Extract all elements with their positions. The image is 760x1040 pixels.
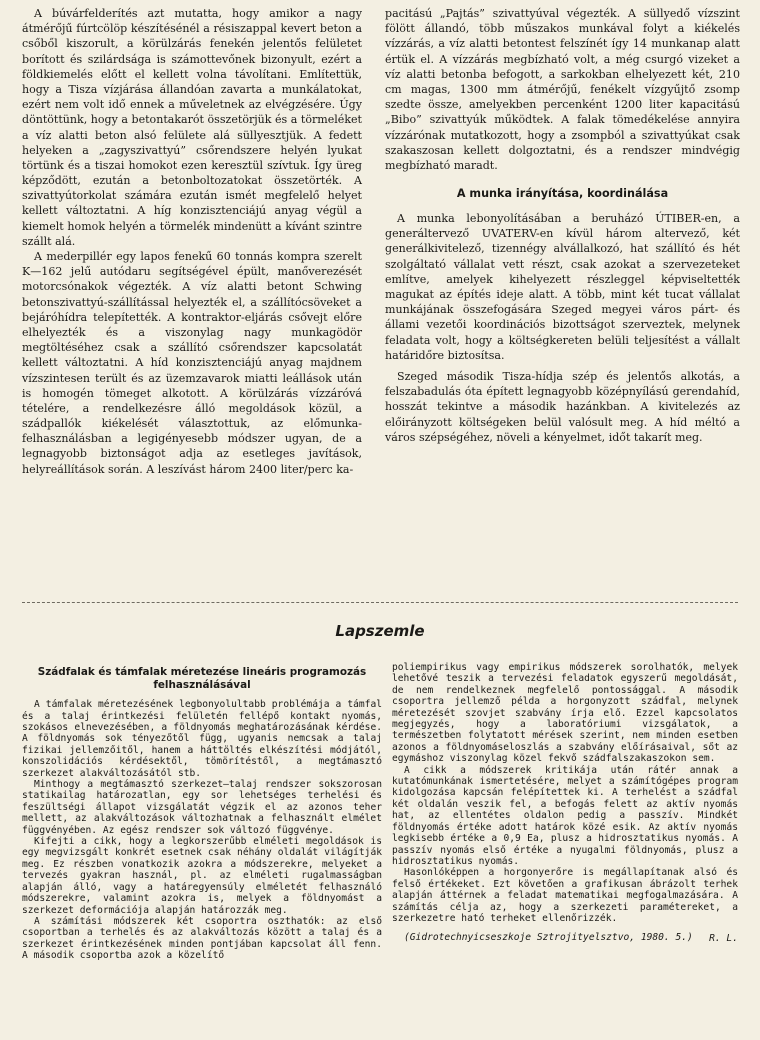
article-subheading: A munka irányítása, koordinálása (456, 187, 669, 201)
review-paragraph: Hasonlóképpen a horgonyerőre is megállapítanak alsó és felső értékeket. Ezt követően a grafikusan ábrázolt terhek alapján áttérnek a feladat matematikai megfogalmazására. A számítás célja az, hogy a szerkezeti paramétereket, a szerkezetre ható terheket ellenőrizzék. (392, 867, 738, 924)
review-paragraph: A számítási módszerek két csoportra oszthatók: az első csoportban a terhelés és az alakváltozás között a talaj és a szerkezet érintkezésének minden pontjában kapcsolat áll fenn. A második csoportba azok a közelítő (22, 915, 382, 962)
review-source: (Gidrotechnyicseszkoje Sztrojityelsztvo, 1980. 5.) (404, 932, 693, 944)
section-divider (22, 602, 738, 603)
article-paragraph: pacitású „Pajtás” szivattyúval végezték. A süllyedő vízszint fölött állandó, több műszakos munkával folyt a kiékelés vízzárás, a víz alatti betontest felszínét így 14 munkanap alatt értük el. A vízzárás megbízható volt, a még csurgó vizeket a víz alatti betonba befogott, a sarkokban elhelyezett két, 210 cm magas, 1300 mm átmérőjű, fenékelt vízgyűjtő zsomp szedte össze, amelyekben percenként 1200 liter kapacitású „Bibo” szivattyúk működtek. A falak tömedékelése annyira vízzárónak mutatkozott, hogy a zsompból a szivattyúkat csak szakaszosan kellett dolgoztatni, és a rendszer mindvégig megbízható maradt. (385, 7, 740, 172)
review-initials: R. L. (709, 932, 738, 944)
review-title: Szádfalak és támfalak méretezése lineáris programozás felhasználásával (37, 666, 367, 691)
article-paragraph: A munka lebonyolításában a beruházó ÚTIBER-en, a generáltervező UVATERV-en kívül három altervező, két generálkivitelező, tizennégy alvállalkozó, hat szállító és hét szolgáltató vállalat vett részt, csak azokat a szervezeteket említve, amelyek kihelyezett részleggel képviseltették magukat az építés ideje alatt. A több, mint két tucat vállalat munkájának összefogására Szeged megyei város párt- és állami vezetői koordinációs bizottságot szerveztek, melynek feladata volt, hogy a költségkereten belüli teljesítést a vállalt határidőre biztosítsa. (385, 212, 740, 362)
article-paragraph: A mederpillér egy lapos fenekű 60 tonnás kompra szerelt K—162 jelű autódaru segítségével épült, manőverezését motorcsónakok végezték. A víz alatti betont Schwing betonszivattyú-szállítással helyezték el, a szállítócsöveket a bejáróhídra telepítették. A kontraktor-eljárás csővejt előre elhelyezték és a viszonylag nagy munkagödör megtöltéséhez csak a szállító csőrendszer kapcsolatát kellett változtatni. A híd konzisztenciájú anyag majdnem vízszintesen terült és az üzemzavarok miatti leállások után is homogén tömeget alkotott. A körülzárás vízzáróvá tételére, a rendelkezésre álló megoldások közül, a szádpallók kiékelését választottuk, az előmunka-felhasználásban a legigényesebb módszer ugyan, de a legnagyobb biztonságot adja az esetleges javítások, helyreállítások során. A leszívást három 2400 liter/perc ka- (22, 250, 362, 476)
review-paragraph: Minthogy a megtámasztó szerkezet—talaj rendszer sokszorosan statikailag határozatlan, egy sor lehetséges terhelési és feszültségi állapot vizsgálatát végzik el az azonos teher mellett, az alakváltozások változhatnak a felhasznált elmélet függvényében. Az egész rendszer sok változó függvénye. (22, 779, 382, 836)
review-paragraph: Kifejti a cikk, hogy a legkorszerűbb elméleti megoldások is egy megvizsgált konkrét esetnek csak néhány oldalát világítják meg. Ez részben vonatkozik azokra a módszerekre, melyeket a tervezés gyakran használ, pl. az elméleti rugalmasságban alapján álló, vagy a határegyensúly elméletét felhasználó módszerekre, valamint azokra is, melyek a földnyomást a szerkezet deformációja alapján határozzák meg. (22, 836, 382, 916)
review-right-column (392, 662, 738, 944)
article-paragraph: Szeged második Tisza-hídja szép és jelentős alkotás, a felszabadulás óta épített legnagyobb középnyílású gerendahíd, hosszát tekintve a második hazánkban. A kivitelezés az előirányzott költségeken belül valósult meg. A híd méltó a város szépségéhez, növeli a kényelmet, időt takarít meg. (385, 369, 740, 444)
review-paragraph: A támfalak méretezésének legbonyolultabb problémája a támfal és a talaj érintkezési felületén fellépő kontakt nyomás, szokásos elnevezésében, a földnyomás meghatározásának kérdése. A földnyomás sok tényezőtől függ, ugyanis nemcsak a talaj fizikai jellemzőitől, hanem a háttöltés elkészítési módjától, konszolidációs kérdésektől, tömörítéstől, a megtámasztó szerkezet alakváltozásától stb. (22, 699, 382, 779)
review-left-column (22, 662, 382, 962)
review-paragraph: poliempirikus vagy empirikus módszerek sorolhatók, melyek lehetővé teszik a tervezési feladatok egyszerű megoldását, de nem rendelkeznek megfelelő pontossággal. A második csoportra jellemző példa a horgonyzott szádfal, melynek méretezését szovjet szabvány írja elő. Ezzel kapcsolatos megjegyzés, hogy a laboratóriumi vizsgálatok, a természetben folytatott mérések szerint, nem minden esetben azonos a földnyomáseloszlás a szabvány előírásaival, sőt az egymáshoz viszonylag közel fekvő szádfalszakaszokon sem. (392, 662, 738, 765)
article-right-column (385, 6, 740, 445)
review-paragraph: A cikk a módszerek kritikája után rátér annak a kutatómunkának ismertetésére, melyet a számítógépes program kidolgozása kapcsán felépítettek ki. A terhelést a szádfal két oldalán veszik fel, a befogás felett az aktív nyomás hat, az ellentétes oldalon pedig a passzív. Mindkét földnyomás értéke adott határok közé esik. Az aktív nyomás legkisebb értéke a 0,9 Ea, plusz a hidrosztatikus nyomás. A passzív nyomás első értéke a nyugalmi földnyomás, plusz a hidrosztatikus nyomás. (392, 764, 738, 867)
section-title: Lapszemle (335, 622, 425, 640)
article-paragraph: A búvárfelderítés azt mutatta, hogy amikor a nagy átmérőjű fúrtcölöp készítésénél a résiszappal kevert beton a csőből kiszorult, a körülzárás fenekén jelentős felületet borított és szilárdsága is számottevőnek bizonyult, ezért a földkiemelés előtt el kellett volna távolítani. Említettük, hogy a Tisza vízjárása állandóan zavarta a munkálatokat, ezért nem volt idő ennek a műveletnek az elvégzésére. Úgy döntöttünk, hogy a betontakarót összetörjük és a törmeléket a víz alatti beton alsó felülete alá süllyesztjük. A fedett helyeken a „zagyszivattyú” csőrendszere helyén lyukat törtünk és a tiszai homokot ezen keresztül szívtuk. Így üreg képződött, ezután a betonboltozatokat összetörték. A szivattyútorkolat számára ezután ismét megfelelő helyet kellett változtatni. A híg konzisztenciájú anyag végül a kiemelt homok helyén a törmelék mindenütt a kívánt szintre szállt alá. (22, 7, 362, 248)
article-left-column (22, 6, 362, 477)
